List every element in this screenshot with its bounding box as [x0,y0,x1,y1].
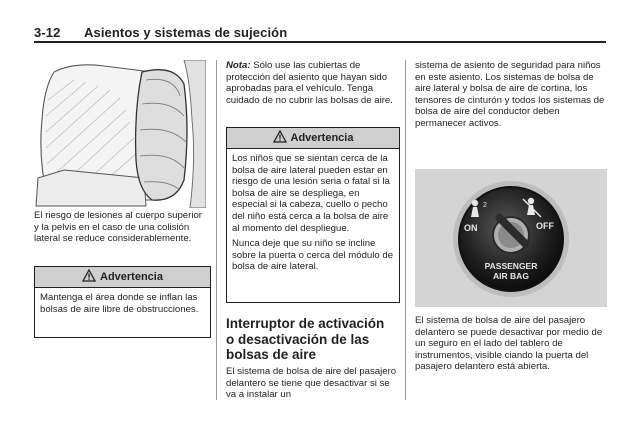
note-label: Nota: [226,60,251,71]
switch-label-line2: AIR BAG [493,271,529,281]
page-number: 3-12 [34,25,61,40]
warning-box-airbag-area [34,266,211,338]
switch-off-label: OFF [536,221,554,231]
note-text: Sólo use las cubiertas de protección del asiento que hayan sido aprobadas para el vehículo. Tenga cuidado de no cubrir las bolsas de aire. [226,60,393,106]
body-paragraph: sistema de asiento de seguridad para niños en este asiento. Los sistemas de bolsa de aire lateral y bolsa de aire de cortina, los tensores de cinturón y todos los sistemas de bolsa de aire del conductor deben permanecer activos. [415,60,605,129]
chapter-title: Asientos y sistemas de sujeción [84,25,288,40]
warning-paragraph-1: Los niños que se sientan cerca de la bolsa de aire lateral pueden estar en riesgo de una lesión seria o fatal si la bolsa de aire se despliega, en especial si la cabeza, cuello o pecho del niño está cerca a la bolsa de aire al momento del despliegue. [232,153,390,234]
warning-paragraph-2: Nunca deje que su niño se incline sobre la puerta o cerca del módulo de bolsa de aire lateral. [232,238,394,273]
warning-body [35,288,210,322]
airbag-switch-photo [415,169,607,307]
warning-title: Advertencia [290,132,354,144]
section-heading: Interruptor de activación o desactivación de las bolsas de aire [226,316,385,362]
warning-box-children [226,127,400,303]
header-rule [34,41,606,43]
warning-body [227,149,399,280]
switch-on-label: ON [464,223,478,233]
switch-caption: El sistema de bolsa de aire del pasajero delantero se puede desactivar por medio de un seguro en el lado del tablero de instrumentos, visible ciando la puerta del pasajero delantero está abierta. [415,315,603,373]
warning-header [35,267,210,288]
airbag-caption: El riesgo de lesiones al cuerpo superior y la pelvis en el caso de una colisión lateral se reduce considerablemente. [34,210,202,245]
warning-triangle-icon [82,269,96,282]
warning-triangle-icon [273,130,287,143]
warning-header [227,128,399,149]
switch-label-line1: PASSENGER [484,261,538,271]
note-paragraph [226,60,398,106]
column-divider-1 [216,60,217,400]
airbag-switch-illustration [415,169,607,307]
section-paragraph: El sistema de bolsa de aire del pasajero delantero se tiene que desactivar si se va a instalar un [226,366,397,401]
svg-text:2: 2 [483,202,487,209]
page-header [34,25,287,40]
column-divider-2 [405,60,406,400]
seat-airbag-illustration [34,60,206,208]
warning-text: Mantenga el área donde se inflan las bolsas de aire libre de obstrucciones. [40,292,199,315]
warning-title: Advertencia [100,271,163,283]
